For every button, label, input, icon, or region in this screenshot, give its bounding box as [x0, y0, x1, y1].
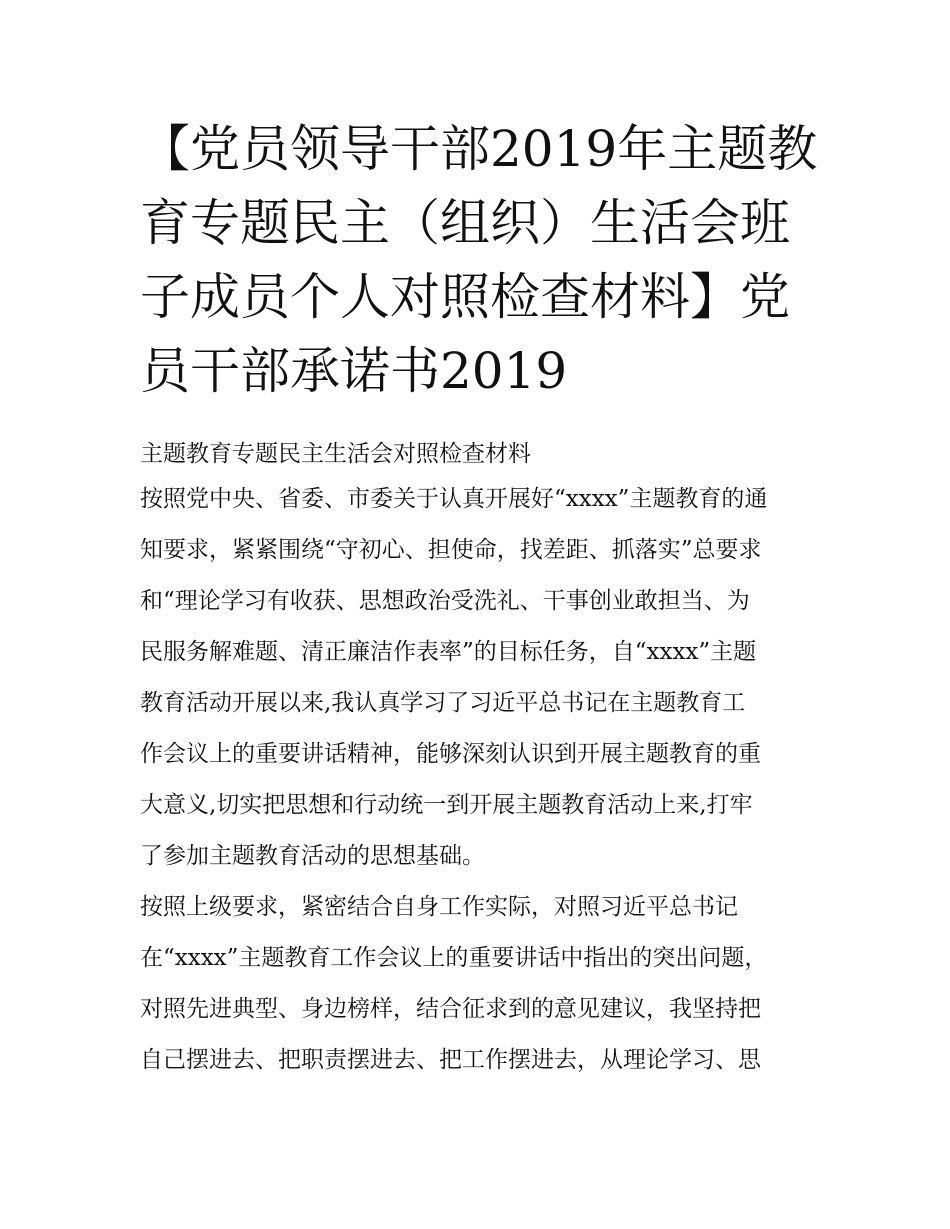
title-line: 【党员领导干部2019年主题教: [140, 120, 818, 178]
document-subtitle: 主题教育专题民主生活会对照检查材料: [140, 441, 531, 467]
title-line: 子成员个人对照检查材料】党: [140, 268, 790, 326]
paragraph-line: 民服务解难题、清正廉洁作表率”的目标任务，自“xxxx”主题: [140, 639, 757, 665]
document-page: [140, 112, 818, 1086]
title-line: 员干部承诺书2019: [140, 342, 568, 400]
paragraph-line: 对照先进典型、身边榜样，结合征求到的意见建议，我坚持把: [140, 996, 761, 1022]
paragraph-line: 自己摆进去、把职责摆进去、把工作摆进去，从理论学习、思: [140, 1047, 761, 1073]
paragraph-line: 作会议上的重要讲话精神，能够深刻认识到开展主题教育的重: [140, 741, 761, 767]
paragraph-1: [140, 474, 815, 882]
paragraph-line: 大意义,切实把思想和行动统一到开展主题教育活动上来,打牢: [140, 792, 753, 818]
paragraph-line: 了参加主题教育活动的思想基础。: [140, 843, 485, 869]
paragraph-line: 和“理论学习有收获、思想政治受洗礼、干事创业敢担当、为: [140, 588, 750, 614]
paragraph-line: 在“xxxx”主题教育工作会议上的重要讲话中指出的突出问题，: [140, 945, 768, 971]
paragraph-line: 按照上级要求，紧密结合自身工作实际，对照习近平总书记: [140, 894, 738, 920]
document-title: [140, 112, 818, 408]
paragraph-line: 按照党中央、省委、市委关于认真开展好“xxxx”主题教育的通: [140, 486, 768, 512]
paragraph-line: 教育活动开展以来,我认真学习了习近平总书记在主题教育工: [140, 690, 746, 716]
title-line: 育专题民主（组织）生活会班: [140, 194, 790, 252]
paragraph-2: [140, 882, 815, 1086]
paragraph-line: 知要求，紧紧围绕“守初心、担使命，找差距、抓落实”总要求: [140, 537, 762, 563]
